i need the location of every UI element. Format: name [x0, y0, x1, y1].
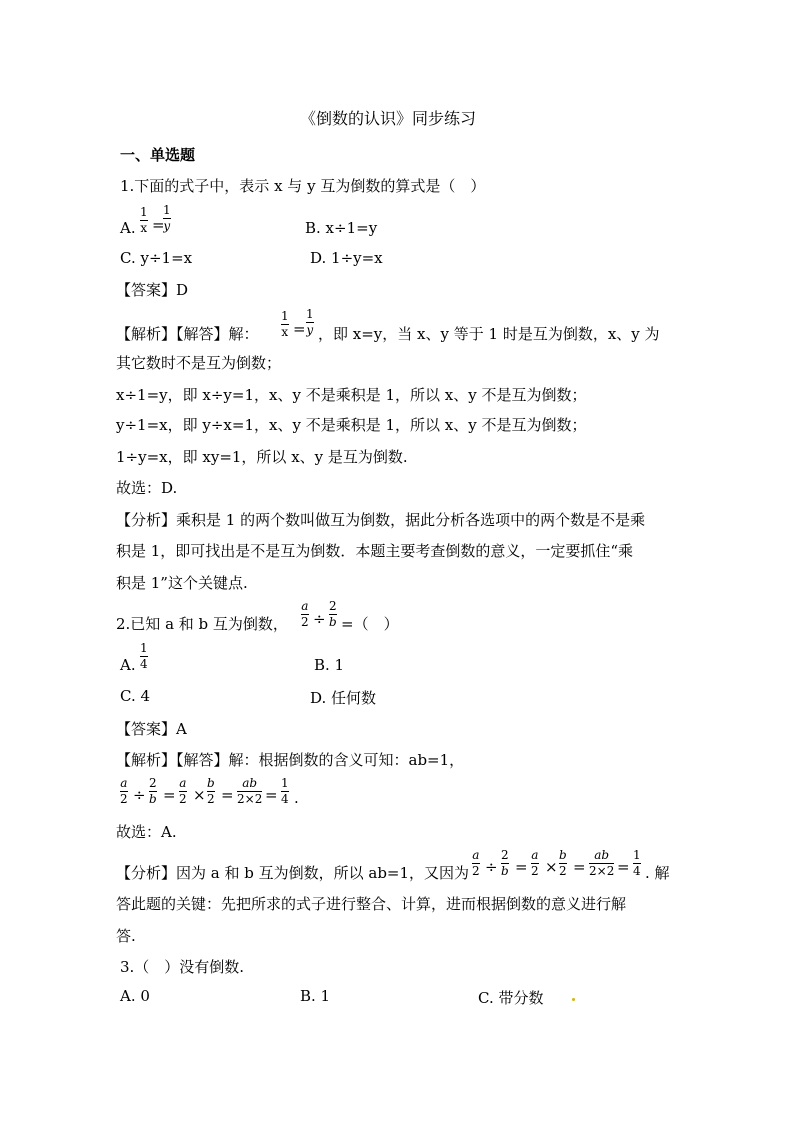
page-title: 《倒数的认识》同步练习 [300, 109, 477, 128]
q2-calc-fraction-5: ab 2×2 [237, 776, 263, 806]
q2-option-b: B. 1 [314, 656, 345, 674]
q2-fenxi-tail: . 解 [645, 864, 670, 882]
q2-calc-fraction-2: 2 b [149, 776, 157, 806]
q1-analysis-line-5: 1÷y=x，即 xy=1，所以 x、y 是互为倒数. [116, 448, 408, 466]
q3-option-a: A. 0 [120, 987, 150, 1005]
q2-option-a-fraction: 1 4 [140, 641, 148, 671]
q2-calc-op-3: × [193, 786, 206, 804]
q1-option-c: C. y÷1=x [120, 249, 193, 267]
q1-option-a-fraction-2: 1 y [163, 203, 171, 233]
q1-analysis-prefix: 【解析】【解答】解： [116, 325, 259, 343]
q2-calc-fraction-1: a 2 [120, 776, 128, 806]
q2-fenxi-prefix: 【分析】因为 a 和 b 互为倒数，所以 ab=1，又因为 [116, 864, 470, 882]
q1-fenxi-line-2: 积是 1，即可找出是不是互为倒数．本题主要考查倒数的意义，一定要抓住“乘 [116, 542, 633, 560]
q2-fenxi-fraction-6: 1 4 [633, 848, 641, 878]
q1-analysis-equals: = [293, 320, 306, 338]
yellow-mark-dot [572, 998, 575, 1001]
q3-option-b: B. 1 [300, 987, 331, 1005]
q2-calc-fraction-6: 1 4 [281, 776, 289, 806]
q2-fenxi-fraction-2: 2 b [501, 848, 509, 878]
q2-option-d: D. 任何数 [310, 689, 377, 707]
q2-divide-sign: ÷ [313, 610, 326, 628]
q2-calc-op-4: = [221, 786, 234, 804]
q2-option-a-label: A. [120, 656, 136, 674]
q1-option-a-equals: = [152, 216, 165, 234]
q2-fraction-2-over-b: 2 b [329, 599, 337, 629]
q1-fenxi-line-3: 积是 1”这个关键点. [116, 574, 248, 592]
q1-fenxi-line-1: 【分析】乘积是 1 的两个数叫做互为倒数，据此分析各选项中的两个数是不是乘 [116, 511, 646, 529]
q2-option-c: C. 4 [120, 687, 151, 705]
q2-fenxi-fraction-4: b 2 [559, 848, 567, 878]
q2-fenxi-op-2: = [515, 858, 528, 876]
q1-option-d: D. 1÷y=x [310, 249, 383, 267]
q2-stem-tail: =（ ） [341, 615, 399, 633]
q1-analysis-line-2: 其它数时不是互为倒数； [116, 354, 282, 372]
q2-fraction-a-over-2: a 2 [301, 599, 309, 629]
q2-fenxi-fraction-5: ab 2×2 [589, 848, 615, 878]
q2-answer: 【答案】A [116, 720, 187, 738]
q3-option-c: C. 带分数 [478, 989, 544, 1007]
q2-fenxi-op-1: ÷ [485, 858, 498, 876]
q2-fenxi-fraction-1: a 2 [472, 848, 480, 878]
q1-analysis-line-4: y÷1=x，即 y÷x=1，x、y 不是乘积是 1，所以 x、y 不是互为倒数； [116, 416, 587, 434]
q3-stem: 3.（ ）没有倒数. [120, 958, 245, 976]
q2-calc-fraction-4: b 2 [207, 776, 215, 806]
q1-option-a-fraction-1: 1 x [140, 205, 148, 235]
q2-analysis-line-1: 【解析】【解答】解：根据倒数的含义可知：ab=1， [116, 751, 465, 769]
q2-choose: 故选：A. [116, 823, 177, 841]
q2-calc-tail: . [294, 789, 299, 807]
q2-stem: 2.已知 a 和 b 互为倒数， [116, 615, 288, 633]
q2-calc-op-2: = [163, 786, 176, 804]
q1-option-b: B. x÷1=y [305, 219, 378, 237]
q1-analysis-fraction-2: 1 y [306, 307, 314, 337]
q2-fenxi-op-5: = [617, 858, 630, 876]
q1-stem: 1.下面的式子中，表示 x 与 y 互为倒数的算式是（ ） [120, 177, 486, 195]
q1-option-a-label: A. [120, 219, 136, 237]
q2-fenxi-line-3: 答. [116, 927, 136, 945]
q1-analysis-line-3: x÷1=y，即 x÷y=1，x、y 不是乘积是 1，所以 x、y 不是互为倒数； [116, 386, 587, 404]
section-heading: 一、单选题 [120, 146, 196, 164]
q1-choose: 故选：D. [116, 479, 178, 497]
q2-calc-op-1: ÷ [133, 786, 146, 804]
q1-answer: 【答案】D [116, 281, 189, 299]
q2-calc-op-5: = [265, 786, 278, 804]
q2-fenxi-fraction-3: a 2 [531, 848, 539, 878]
q2-fenxi-op-4: = [573, 858, 586, 876]
q2-calc-fraction-3: a 2 [179, 776, 187, 806]
q1-analysis-line-1: ，即 x=y，当 x、y 等于 1 时是互为倒数，x、y 为 [318, 325, 660, 343]
q2-fenxi-op-3: × [545, 858, 558, 876]
q1-analysis-fraction-1: 1 x [281, 309, 289, 339]
q2-fenxi-line-2: 答此题的关键：先把所求的式子进行整合、计算，进而根据倒数的意义进行解 [116, 895, 627, 913]
